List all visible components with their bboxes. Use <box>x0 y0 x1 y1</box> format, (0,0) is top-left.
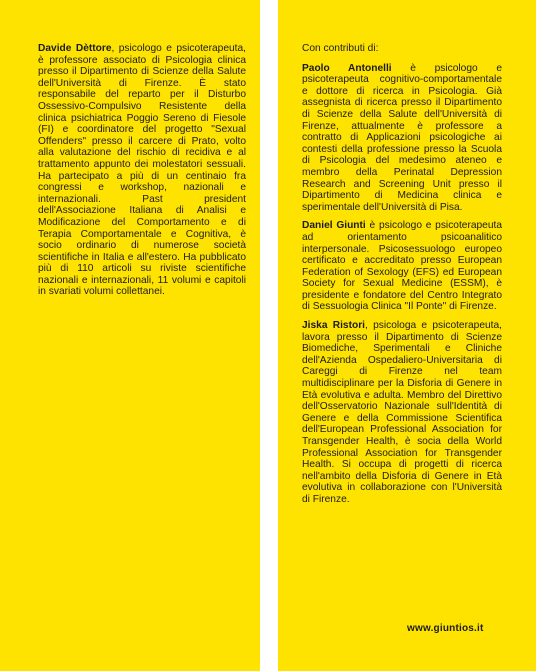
contributor-name: Jiska Ristori <box>302 320 366 332</box>
contributor-paragraph <box>302 220 502 313</box>
author-column <box>38 43 246 305</box>
author-paragraph <box>38 43 246 298</box>
contributor-paragraph <box>302 320 502 506</box>
contributor-bio: è psicologo e psicoterapeuta ad orientamento psicoanalitico interpersonale. Psicosessuologo europeo certificato e accreditato presso European Federation of Sexology (EFS) ed European Society for Sexual Medicine (ESSM), è presidente e fondatore del Centro Integrato di Sessuologia Clinica "Il Ponte" di Firenze. <box>302 220 503 313</box>
contributors-heading: Con contributi di: <box>302 43 379 54</box>
author-name: Davide Dèttore <box>38 43 112 54</box>
contributors-column <box>302 43 502 513</box>
center-white-stripe <box>260 0 278 671</box>
contributor-name: Daniel Giunti <box>302 220 366 232</box>
contributor-name: Paolo Antonelli <box>302 62 392 74</box>
contributor-bio: è psicologo e psicoterapeuta cognitivo-comportamentale e dottore di ricerca in Psicologia. Già assegnista di ricerca presso il Dipartimento di Scienze della Salute dell'Università di Firenze, attualmente è professore a contratto di Applicazioni psicologiche ai contesti della professione presso la Scuola di Psicologia del medesimo ateneo e membro della Perinatal Depression Research and Screening Unit presso il Dipartimento di Medicina clinica e sperimentale dell'Università di Pisa. <box>302 62 502 213</box>
author-bio: , psicologo e psicoterapeuta, è professore associato di Psicologia clinica presso il Dipartimento di Scienze della Salute dell'Università di Firenze. È stato responsabile del reparto per il Disturbo Ossessivo-Compulsivo Resistente della clinica psichiatrica Poggio Sereno di Fiesole (FI) e coordinatore del progetto "Sexual Offenders" presso il carcere di Prato, volto alla valutazione del rischio di recidiva e al trattamento appunto dei molestatori sessuali. Ha partecipato a più di un centinaio fra congressi e workshop, nazionali e internazionali. Past president dell'Associazione Italiana di Analisi e Modificazione del Comportamento e di Terapia Comportamentale e Cognitiva, è socio ordinario di numerose società scientifiche in Italia e all'estero. Ha pubblicato più di 110 articoli su riviste scientifiche nazionali e internazionali, 11 volumi e capitoli in svariati volumi collettanei. <box>38 43 246 298</box>
publisher-website[interactable]: www.giuntios.it <box>407 623 484 634</box>
contributor-bio: , psicologa e psicoterapeuta, lavora presso il Dipartimento di Scienze Biomediche, Sperimentali e Cliniche dell'Azienda Ospedaliero-Universitaria di Careggi di Firenze nel team multidisciplinare per la Disforia di Genere in Età evolutiva e adulta. Membro del Direttivo dell'Osservatorio Nazionale sull'Identità di Genere e della Commissione Scientifica dell'European Professional Association for Transgender Health, è socia della World Professional Association for Transgender Health. Si occupa di progetti di ricerca nell'ambito della Disforia di Genere in Età evolutiva in collaborazione con l'Università di Firenze. <box>302 320 502 505</box>
contributor-paragraph <box>302 63 502 214</box>
